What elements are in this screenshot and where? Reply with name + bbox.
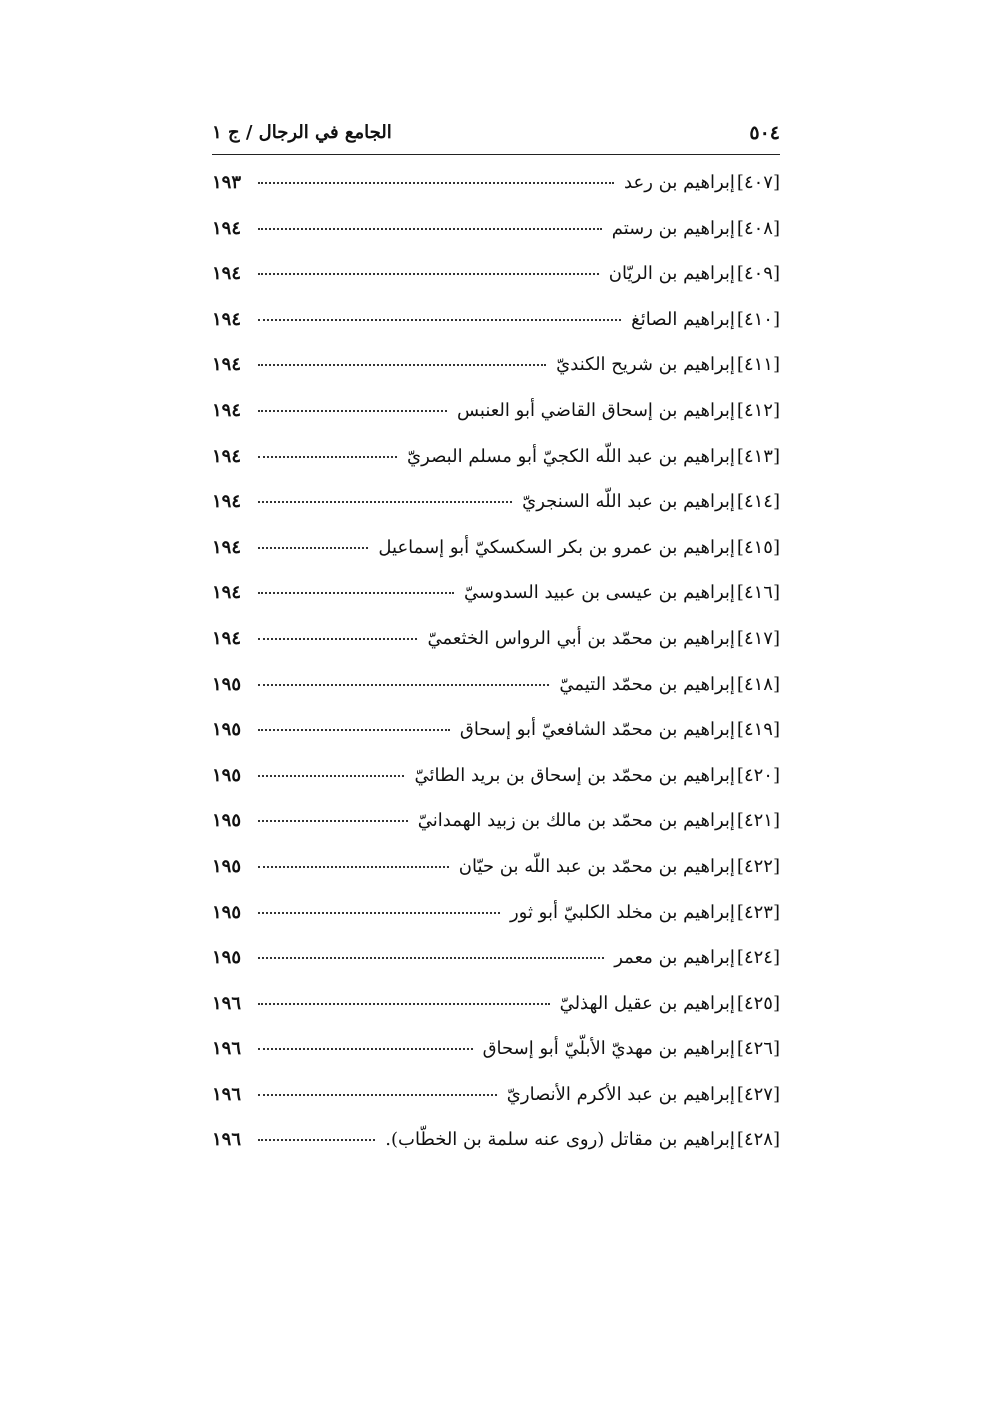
- index-list: [212, 172, 780, 1175]
- entry-name: إبراهيم بن مخلد الكلبيّ أبو ثور: [509, 901, 735, 923]
- entry-number: [٤١٣]: [736, 445, 780, 467]
- entry-name: إبراهيم بن محمّد الشافعيّ أبو إسحاق: [459, 719, 735, 741]
- entry-number: [٤٢٧]: [736, 1083, 780, 1105]
- dot-leader: [258, 228, 602, 230]
- entry-page-number: ١٩٣: [212, 172, 242, 193]
- entry-name: إبراهيم بن محمّد بن عبد اللّه بن حيّان: [458, 855, 735, 877]
- entry-name: إبراهيم بن محمّد بن أبي الرواس الخثعميّ: [427, 627, 735, 649]
- entry-name: إبراهيم بن الريّان: [608, 263, 735, 285]
- dot-leader: [258, 912, 500, 914]
- index-entry: [212, 446, 780, 492]
- entry-name: إبراهيم بن شريح الكنديّ: [556, 354, 735, 376]
- entry-name: إبراهيم بن محمّد بن إسحاق بن بريد الطائيّ: [414, 764, 735, 786]
- dot-leader: [258, 319, 621, 321]
- entry-page-number: ١٩٥: [212, 855, 242, 877]
- dot-leader: [258, 364, 546, 366]
- entry-number: [٤٢٦]: [736, 1038, 780, 1060]
- entry-page-number: ١٩٥: [212, 764, 242, 786]
- entry-name: إبراهيم بن محمّد بن مالك بن زبيد الهمدانيّ: [417, 810, 735, 832]
- dot-leader: [258, 1003, 550, 1005]
- entry-page-number: ١٩٤: [212, 582, 242, 604]
- entry-page-number: ١٩٥: [212, 673, 242, 695]
- dot-leader: [258, 273, 599, 275]
- entry-number: [٤١٨]: [736, 673, 780, 695]
- index-entry: [212, 400, 780, 446]
- entry-name: إبراهيم بن عبد الأكرم الأنصاريّ: [506, 1083, 735, 1105]
- index-entry: [212, 263, 780, 309]
- dot-leader: [258, 866, 449, 868]
- page-number: ٥٠٤: [749, 122, 780, 144]
- entry-page-number: ١٩٤: [212, 263, 242, 285]
- dot-leader: [258, 501, 512, 503]
- entry-number: [٤١٥]: [736, 536, 780, 558]
- dot-leader: [258, 182, 614, 184]
- entry-page-number: ١٩٦: [212, 1129, 242, 1151]
- entry-number: [٤١٦]: [736, 582, 780, 604]
- dot-leader: [258, 1048, 473, 1050]
- entry-page-number: ١٩٦: [212, 992, 242, 1014]
- entry-name: إبراهيم بن رعد: [624, 172, 735, 193]
- entry-number: [٤٢٤]: [736, 947, 780, 969]
- dot-leader: [258, 775, 404, 777]
- entry-number: [٤٢٣]: [736, 901, 780, 923]
- entry-page-number: ١٩٤: [212, 354, 242, 376]
- entry-name: إبراهيم بن معمر: [614, 947, 735, 969]
- page-header: [212, 118, 780, 155]
- entry-page-number: ١٩٤: [212, 308, 242, 330]
- entry-name: إبراهيم بن إسحاق القاضي أبو العنبس: [456, 399, 735, 421]
- entry-number: [٤٢١]: [736, 810, 780, 832]
- dot-leader: [258, 638, 417, 640]
- dot-leader: [258, 820, 408, 822]
- entry-page-number: ١٩٥: [212, 719, 242, 741]
- entry-name: إبراهيم بن عيسى بن عبيد السدوسيّ: [463, 582, 735, 604]
- entry-page-number: ١٩٥: [212, 810, 242, 832]
- entry-number: [٤١٠]: [736, 308, 780, 330]
- entry-page-number: ١٩٦: [212, 1038, 242, 1060]
- index-entry: [212, 674, 780, 720]
- entry-name: إبراهيم بن رستم: [611, 217, 735, 239]
- index-entry: [212, 218, 780, 264]
- entry-number: [٤٢٥]: [736, 992, 780, 1014]
- entry-name: إبراهيم بن عقيل الهذليّ: [559, 992, 735, 1014]
- index-entry: [212, 1084, 780, 1130]
- entry-page-number: ١٩٤: [212, 491, 242, 513]
- index-entry: [212, 856, 780, 902]
- entry-name: إبراهيم بن مقاتل (روى عنه سلمة بن الخطّاب).: [385, 1129, 735, 1151]
- index-entry: [212, 1129, 780, 1175]
- entry-page-number: ١٩٤: [212, 536, 242, 558]
- entry-page-number: ١٩٤: [212, 627, 242, 649]
- entry-name: إبراهيم بن عبد اللّه الكجيّ أبو مسلم البصريّ: [407, 445, 735, 467]
- index-entry: [212, 537, 780, 583]
- index-entry: [212, 947, 780, 993]
- index-entry: [212, 810, 780, 856]
- entry-name: إبراهيم بن محمّد التيميّ: [559, 673, 735, 695]
- dot-leader: [258, 729, 450, 731]
- index-entry: [212, 354, 780, 400]
- index-entry: [212, 765, 780, 811]
- entry-page-number: ١٩٥: [212, 901, 242, 923]
- entry-page-number: ١٩٤: [212, 445, 242, 467]
- dot-leader: [258, 684, 549, 686]
- index-entry: [212, 309, 780, 355]
- index-entry: [212, 902, 780, 948]
- index-entry: [212, 993, 780, 1039]
- entry-number: [٤٠٧]: [736, 172, 780, 193]
- dot-leader: [258, 410, 447, 412]
- entry-number: [٤١٢]: [736, 399, 780, 421]
- index-entry: [212, 1038, 780, 1084]
- entry-number: [٤٢٨]: [736, 1129, 780, 1151]
- entry-number: [٤١٩]: [736, 719, 780, 741]
- entry-name: إبراهيم بن عمرو بن بكر السكسكيّ أبو إسماعيل: [378, 536, 735, 558]
- entry-number: [٤٠٨]: [736, 217, 780, 239]
- entry-name: إبراهيم بن مهديّ الأبلّيّ أبو إسحاق: [482, 1038, 735, 1060]
- index-entry: [212, 172, 780, 218]
- entry-page-number: ١٩٥: [212, 947, 242, 969]
- running-title: الجامع في الرجال / ج ١: [212, 122, 392, 143]
- index-entry: [212, 628, 780, 674]
- entry-page-number: ١٩٤: [212, 399, 242, 421]
- index-entry: [212, 491, 780, 537]
- index-entry: [212, 719, 780, 765]
- entry-number: [٤٢٢]: [736, 855, 780, 877]
- entry-number: [٤١٤]: [736, 491, 780, 513]
- dot-leader: [258, 592, 454, 594]
- dot-leader: [258, 456, 397, 458]
- entry-number: [٤٠٩]: [736, 263, 780, 285]
- entry-page-number: ١٩٤: [212, 217, 242, 239]
- entry-page-number: ١٩٦: [212, 1083, 242, 1105]
- entry-name: إبراهيم بن عبد اللّه السنجريّ: [522, 491, 735, 513]
- entry-number: [٤١١]: [736, 354, 780, 376]
- entry-name: إبراهيم الصائغ: [631, 308, 735, 330]
- dot-leader: [258, 547, 368, 549]
- entry-number: [٤٢٠]: [736, 764, 780, 786]
- entry-number: [٤١٧]: [736, 627, 780, 649]
- dot-leader: [258, 1139, 375, 1141]
- dot-leader: [258, 957, 604, 959]
- dot-leader: [258, 1094, 497, 1096]
- index-entry: [212, 582, 780, 628]
